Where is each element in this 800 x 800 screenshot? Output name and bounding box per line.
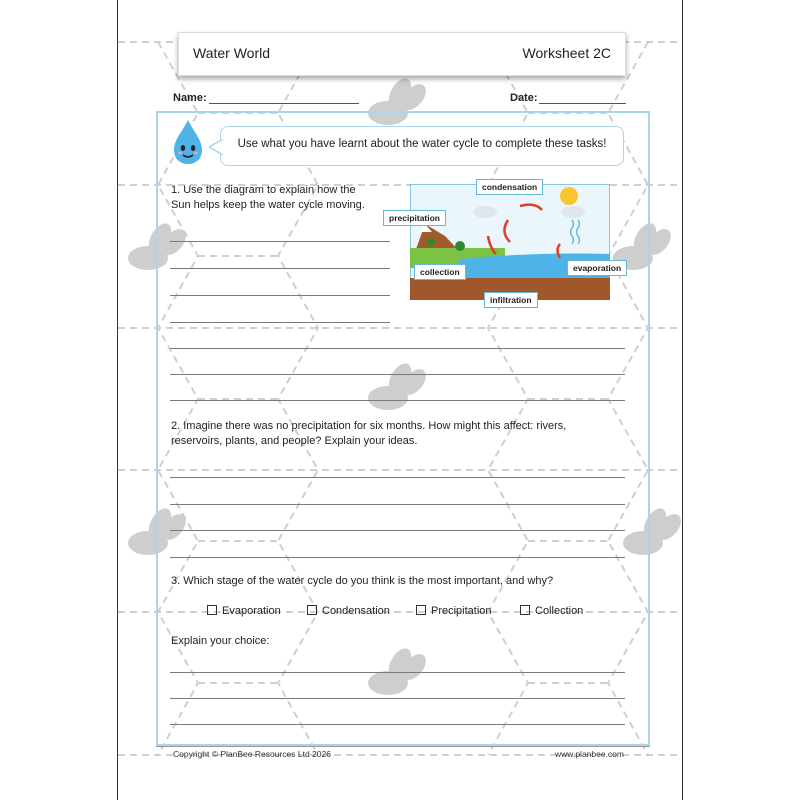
explain-label: Explain your choice: (171, 635, 270, 647)
name-label: Name: (173, 92, 207, 104)
instruction-text: Use what you have learnt about the water cycle to complete these tasks! (237, 138, 607, 150)
diagram-label-evaporation: evaporation (567, 260, 627, 276)
answer-line[interactable] (170, 374, 625, 375)
answer-line[interactable] (170, 295, 390, 296)
checkbox-icon[interactable] (416, 605, 426, 615)
answer-line[interactable] (170, 268, 390, 269)
water-cycle-illustration (410, 184, 610, 300)
checkbox-icon[interactable] (520, 605, 530, 615)
question-3: 3. Which stage of the water cycle do you think is the most important, and why? (171, 575, 554, 587)
diagram-label-condensation: condensation (476, 179, 543, 195)
answer-line[interactable] (170, 400, 625, 401)
option-evaporation[interactable]: Evaporation (207, 605, 281, 617)
answer-line[interactable] (170, 504, 625, 505)
question-1: 1. Use the diagram to explain how the Sun helps keep the water cycle moving. (171, 184, 365, 211)
worksheet-header (178, 32, 626, 76)
footer-divider (156, 746, 650, 747)
footer-copyright: Copyright © PlanBee Resources Ltd 2026 (173, 749, 331, 759)
water-cycle-diagram (389, 182, 622, 305)
answer-line[interactable] (170, 557, 625, 558)
checkbox-icon[interactable] (207, 605, 217, 615)
question-2: 2. Imagine there was no precipitation for six months. How might this affect: rivers, reservoirs, plants, and people? Explain your ideas. (171, 420, 567, 447)
answer-line[interactable] (170, 241, 390, 242)
answer-line[interactable] (170, 724, 625, 725)
answer-line[interactable] (170, 348, 625, 349)
option-precipitation[interactable]: Precipitation (416, 605, 492, 617)
diagram-label-infiltration: infiltration (484, 292, 538, 308)
option-collection[interactable]: Collection (520, 605, 583, 617)
answer-line[interactable] (170, 672, 625, 673)
answer-line[interactable] (170, 322, 390, 323)
diagram-label-collection: collection (414, 264, 466, 280)
option-condensation[interactable]: Condensation (307, 605, 390, 617)
answer-line[interactable] (170, 477, 625, 478)
instruction-bubble (220, 126, 624, 166)
worksheet-number: Worksheet 2C (522, 45, 611, 61)
diagram-label-precipitation: precipitation (383, 210, 446, 226)
answer-line[interactable] (170, 698, 625, 699)
name-field[interactable] (209, 103, 359, 104)
footer-website-link[interactable]: www.planbee.com (555, 749, 624, 759)
checkbox-icon[interactable] (307, 605, 317, 615)
worksheet-title: Water World (193, 45, 271, 61)
worksheet-page (117, 0, 683, 800)
answer-line[interactable] (170, 530, 625, 531)
date-field[interactable] (539, 103, 626, 104)
date-label: Date: (510, 92, 538, 104)
